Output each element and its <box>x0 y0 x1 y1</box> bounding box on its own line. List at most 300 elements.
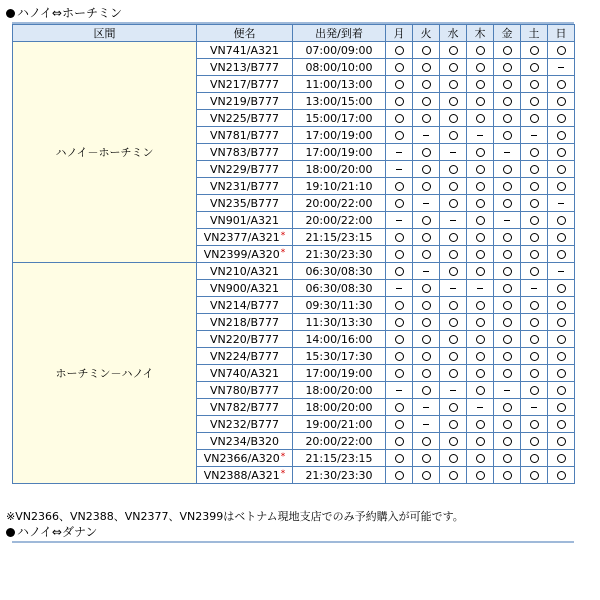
dash-icon <box>423 271 429 272</box>
day-cell <box>548 348 575 365</box>
dash-icon <box>558 271 564 272</box>
dash-icon <box>531 288 537 289</box>
circle-icon <box>530 80 539 89</box>
flight-timetable <box>12 24 575 484</box>
day-cell <box>386 59 413 76</box>
day-cell <box>386 331 413 348</box>
day-cell <box>386 382 413 399</box>
day-cell <box>548 450 575 467</box>
circle-icon <box>395 63 404 72</box>
day-cell <box>440 93 467 110</box>
time-cell: 21:15/23:15 <box>293 229 386 246</box>
time-cell: 17:00/19:00 <box>293 127 386 144</box>
day-cell <box>494 110 521 127</box>
circle-icon <box>476 46 485 55</box>
dash-icon <box>396 288 402 289</box>
day-cell <box>548 399 575 416</box>
circle-icon <box>557 233 566 242</box>
circle-icon <box>557 335 566 344</box>
dash-icon <box>477 407 483 408</box>
circle-icon <box>449 267 458 276</box>
circle-icon <box>476 335 485 344</box>
day-cell <box>440 144 467 161</box>
dash-icon <box>558 67 564 68</box>
flight-number: VN782/B777 <box>210 400 279 414</box>
circle-icon <box>530 46 539 55</box>
day-cell <box>413 297 440 314</box>
dash-icon <box>423 407 429 408</box>
day-cell <box>521 195 548 212</box>
day-cell <box>521 59 548 76</box>
day-cell <box>386 76 413 93</box>
day-cell <box>413 365 440 382</box>
circle-icon <box>395 97 404 106</box>
day-cell <box>386 212 413 229</box>
flight-number: VN225/B777 <box>210 111 279 125</box>
circle-icon <box>530 335 539 344</box>
flight-number: VN219/B777 <box>210 94 279 108</box>
flight-cell <box>197 127 293 144</box>
footnote: ※VN2366、VN2388、VN2377、VN2399はベトナム現地支店でのみ予約購入が可能です。 <box>6 510 464 523</box>
header-day-sun: 日 <box>548 25 575 42</box>
day-cell <box>386 229 413 246</box>
time-cell: 18:00/20:00 <box>293 161 386 178</box>
flight-number: VN213/B777 <box>210 60 279 74</box>
circle-icon <box>422 454 431 463</box>
day-cell <box>386 348 413 365</box>
dash-icon <box>423 135 429 136</box>
flight-cell <box>197 59 293 76</box>
circle-icon <box>449 182 458 191</box>
timetable-body <box>13 42 575 484</box>
circle-icon <box>557 369 566 378</box>
circle-icon <box>557 386 566 395</box>
day-cell <box>467 297 494 314</box>
dash-icon <box>396 220 402 221</box>
day-cell <box>440 433 467 450</box>
time-cell: 07:00/09:00 <box>293 42 386 59</box>
circle-icon <box>449 250 458 259</box>
circle-icon <box>557 148 566 157</box>
circle-icon <box>422 97 431 106</box>
time-cell: 21:15/23:15 <box>293 450 386 467</box>
day-cell <box>440 59 467 76</box>
day-cell <box>494 382 521 399</box>
circle-icon <box>449 352 458 361</box>
circle-icon <box>503 318 512 327</box>
circle-icon <box>422 369 431 378</box>
day-cell <box>521 127 548 144</box>
circle-icon <box>476 420 485 429</box>
circle-icon <box>476 386 485 395</box>
day-cell <box>386 416 413 433</box>
day-cell <box>467 365 494 382</box>
asterisk-mark: * <box>280 451 286 462</box>
time-cell: 11:00/13:00 <box>293 76 386 93</box>
dash-icon <box>558 203 564 204</box>
circle-icon <box>503 250 512 259</box>
flight-cell <box>197 93 293 110</box>
day-cell <box>440 212 467 229</box>
flight-cell <box>197 297 293 314</box>
day-cell <box>521 246 548 263</box>
flight-cell <box>197 76 293 93</box>
dash-icon <box>450 220 456 221</box>
dash-icon <box>477 135 483 136</box>
day-cell <box>467 127 494 144</box>
circle-icon <box>503 437 512 446</box>
dash-icon <box>531 135 537 136</box>
circle-icon <box>557 454 566 463</box>
circle-icon <box>503 335 512 344</box>
day-cell <box>548 161 575 178</box>
time-cell: 06:30/08:30 <box>293 280 386 297</box>
flight-number: VN900/A321 <box>210 281 279 295</box>
flight-number: VN740/A321 <box>210 366 279 380</box>
circle-icon <box>395 420 404 429</box>
day-cell <box>440 127 467 144</box>
circle-icon <box>395 335 404 344</box>
circle-icon <box>395 233 404 242</box>
day-cell <box>548 93 575 110</box>
day-cell <box>413 110 440 127</box>
circle-icon <box>449 46 458 55</box>
section-title-hanoi-hochiminh <box>6 5 122 21</box>
day-cell <box>521 467 548 484</box>
circle-icon <box>476 148 485 157</box>
circle-icon <box>476 267 485 276</box>
day-cell <box>467 433 494 450</box>
flight-cell <box>197 246 293 263</box>
dash-icon <box>531 407 537 408</box>
dash-icon <box>396 390 402 391</box>
circle-icon <box>530 97 539 106</box>
dash-icon <box>450 288 456 289</box>
circle-icon <box>476 318 485 327</box>
circle-icon <box>422 335 431 344</box>
circle-icon <box>530 420 539 429</box>
circle-icon <box>503 454 512 463</box>
flight-cell <box>197 110 293 127</box>
circle-icon <box>557 471 566 480</box>
day-cell <box>494 195 521 212</box>
day-cell <box>413 59 440 76</box>
flight-cell <box>197 195 293 212</box>
day-cell <box>494 433 521 450</box>
day-cell <box>548 144 575 161</box>
dash-icon <box>504 390 510 391</box>
day-cell <box>548 314 575 331</box>
day-cell <box>467 59 494 76</box>
day-cell <box>413 246 440 263</box>
circle-icon <box>557 216 566 225</box>
circle-icon <box>503 267 512 276</box>
time-cell: 06:30/08:30 <box>293 263 386 280</box>
circle-icon <box>530 165 539 174</box>
time-cell: 18:00/20:00 <box>293 399 386 416</box>
dash-icon <box>396 152 402 153</box>
header-route: 区間 <box>13 25 197 42</box>
time-cell: 14:00/16:00 <box>293 331 386 348</box>
circle-icon <box>476 301 485 310</box>
circle-icon <box>422 148 431 157</box>
circle-icon <box>530 114 539 123</box>
circle-icon <box>530 301 539 310</box>
circle-icon <box>557 318 566 327</box>
day-cell <box>440 331 467 348</box>
circle-icon <box>395 267 404 276</box>
day-cell <box>440 467 467 484</box>
flight-number: VN780/B777 <box>210 383 279 397</box>
day-cell <box>413 416 440 433</box>
day-cell <box>467 93 494 110</box>
day-cell <box>521 212 548 229</box>
day-cell <box>548 212 575 229</box>
circle-icon <box>422 80 431 89</box>
day-cell <box>548 127 575 144</box>
circle-icon <box>503 233 512 242</box>
table-row <box>13 42 575 59</box>
dash-icon <box>504 220 510 221</box>
day-cell <box>467 246 494 263</box>
section-title-text: ハノイ⇔ダナン <box>17 525 98 539</box>
circle-icon <box>557 284 566 293</box>
flight-cell <box>197 365 293 382</box>
circle-icon <box>530 182 539 191</box>
time-cell: 11:30/13:30 <box>293 314 386 331</box>
day-cell <box>440 416 467 433</box>
circle-icon <box>557 114 566 123</box>
day-cell <box>386 263 413 280</box>
time-cell: 20:00/22:00 <box>293 433 386 450</box>
asterisk-mark: * <box>280 247 286 258</box>
circle-icon <box>503 114 512 123</box>
day-cell <box>413 229 440 246</box>
day-cell <box>494 42 521 59</box>
circle-icon <box>557 301 566 310</box>
circle-icon <box>422 471 431 480</box>
flight-number: VN214/B777 <box>210 298 279 312</box>
flight-cell <box>197 161 293 178</box>
asterisk-mark: * <box>280 230 286 241</box>
circle-icon <box>395 471 404 480</box>
time-cell: 08:00/10:00 <box>293 59 386 76</box>
day-cell <box>521 450 548 467</box>
day-cell <box>440 246 467 263</box>
circle-icon <box>449 233 458 242</box>
day-cell <box>548 229 575 246</box>
circle-icon <box>395 46 404 55</box>
circle-icon <box>557 131 566 140</box>
day-cell <box>521 433 548 450</box>
circle-icon <box>530 216 539 225</box>
circle-icon <box>395 437 404 446</box>
day-cell <box>413 161 440 178</box>
asterisk-mark: * <box>280 468 286 479</box>
day-cell <box>440 365 467 382</box>
day-cell <box>413 212 440 229</box>
day-cell <box>467 399 494 416</box>
day-cell <box>467 110 494 127</box>
circle-icon <box>449 437 458 446</box>
circle-icon <box>503 199 512 208</box>
day-cell <box>521 76 548 93</box>
header-day-thu: 木 <box>467 25 494 42</box>
circle-icon <box>503 46 512 55</box>
circle-icon <box>476 182 485 191</box>
day-cell <box>467 467 494 484</box>
day-cell <box>386 314 413 331</box>
circle-icon <box>422 386 431 395</box>
flight-number: VN217/B777 <box>210 77 279 91</box>
day-cell <box>494 178 521 195</box>
section-divider <box>12 541 574 543</box>
day-cell <box>494 59 521 76</box>
day-cell <box>494 144 521 161</box>
day-cell <box>548 59 575 76</box>
flight-number: VN218/B777 <box>210 315 279 329</box>
circle-icon <box>449 318 458 327</box>
day-cell <box>548 416 575 433</box>
circle-icon <box>395 182 404 191</box>
circle-icon <box>449 420 458 429</box>
flight-number: VN901/A321 <box>210 213 279 227</box>
flight-number: VN231/B777 <box>210 179 279 193</box>
day-cell <box>440 399 467 416</box>
day-cell <box>413 93 440 110</box>
day-cell <box>467 144 494 161</box>
bullet-icon <box>6 9 15 18</box>
day-cell <box>386 195 413 212</box>
day-cell <box>548 297 575 314</box>
flight-number: VN2388/A321 <box>203 468 280 482</box>
flight-number: VN2366/A320 <box>203 451 280 465</box>
day-cell <box>440 314 467 331</box>
day-cell <box>467 416 494 433</box>
circle-icon <box>422 301 431 310</box>
day-cell <box>521 297 548 314</box>
day-cell <box>413 144 440 161</box>
circle-icon <box>449 80 458 89</box>
day-cell <box>548 178 575 195</box>
circle-icon <box>449 131 458 140</box>
dash-icon <box>504 152 510 153</box>
day-cell <box>440 280 467 297</box>
flight-number: VN229/B777 <box>210 162 279 176</box>
day-cell <box>413 382 440 399</box>
day-cell <box>521 331 548 348</box>
flight-number: VN234/B320 <box>210 434 279 448</box>
day-cell <box>386 399 413 416</box>
day-cell <box>386 161 413 178</box>
day-cell <box>494 348 521 365</box>
day-cell <box>413 76 440 93</box>
day-cell <box>494 246 521 263</box>
day-cell <box>548 76 575 93</box>
circle-icon <box>557 352 566 361</box>
circle-icon <box>395 131 404 140</box>
day-cell <box>467 178 494 195</box>
circle-icon <box>503 420 512 429</box>
circle-icon <box>476 352 485 361</box>
circle-icon <box>557 250 566 259</box>
circle-icon <box>503 352 512 361</box>
circle-icon <box>503 80 512 89</box>
day-cell <box>386 93 413 110</box>
circle-icon <box>422 165 431 174</box>
flight-number: VN210/A321 <box>210 264 279 278</box>
circle-icon <box>395 318 404 327</box>
day-cell <box>467 263 494 280</box>
flight-number: VN235/B777 <box>210 196 279 210</box>
circle-icon <box>557 403 566 412</box>
dash-icon <box>423 203 429 204</box>
day-cell <box>494 280 521 297</box>
day-cell <box>386 127 413 144</box>
flight-cell <box>197 280 293 297</box>
circle-icon <box>503 471 512 480</box>
circle-icon <box>476 369 485 378</box>
circle-icon <box>395 369 404 378</box>
section-title-text: ハノイ⇔ホーチミン <box>17 6 122 20</box>
time-cell: 21:30/23:30 <box>293 467 386 484</box>
day-cell <box>548 331 575 348</box>
circle-icon <box>530 63 539 72</box>
dash-icon <box>450 390 456 391</box>
dash-icon <box>396 169 402 170</box>
day-cell <box>548 365 575 382</box>
circle-icon <box>395 301 404 310</box>
header-day-mon: 月 <box>386 25 413 42</box>
day-cell <box>494 331 521 348</box>
route-cell: ハノイ－ホーチミン <box>13 42 197 263</box>
circle-icon <box>530 352 539 361</box>
day-cell <box>521 382 548 399</box>
day-cell <box>494 365 521 382</box>
day-cell <box>521 314 548 331</box>
table-row <box>13 263 575 280</box>
day-cell <box>440 229 467 246</box>
day-cell <box>548 195 575 212</box>
day-cell <box>548 433 575 450</box>
day-cell <box>467 161 494 178</box>
day-cell <box>521 110 548 127</box>
flight-number: VN783/B777 <box>210 145 279 159</box>
flight-number: VN741/A321 <box>210 43 279 57</box>
day-cell <box>386 246 413 263</box>
circle-icon <box>449 301 458 310</box>
circle-icon <box>530 386 539 395</box>
circle-icon <box>557 165 566 174</box>
time-cell: 21:30/23:30 <box>293 246 386 263</box>
day-cell <box>521 399 548 416</box>
day-cell <box>521 144 548 161</box>
circle-icon <box>503 165 512 174</box>
day-cell <box>467 212 494 229</box>
circle-icon <box>503 284 512 293</box>
day-cell <box>386 433 413 450</box>
circle-icon <box>476 63 485 72</box>
header-day-tue: 火 <box>413 25 440 42</box>
time-cell: 17:00/19:00 <box>293 365 386 382</box>
day-cell <box>440 382 467 399</box>
circle-icon <box>557 97 566 106</box>
header-day-wed: 水 <box>440 25 467 42</box>
dash-icon <box>477 288 483 289</box>
circle-icon <box>530 267 539 276</box>
day-cell <box>494 93 521 110</box>
circle-icon <box>503 369 512 378</box>
